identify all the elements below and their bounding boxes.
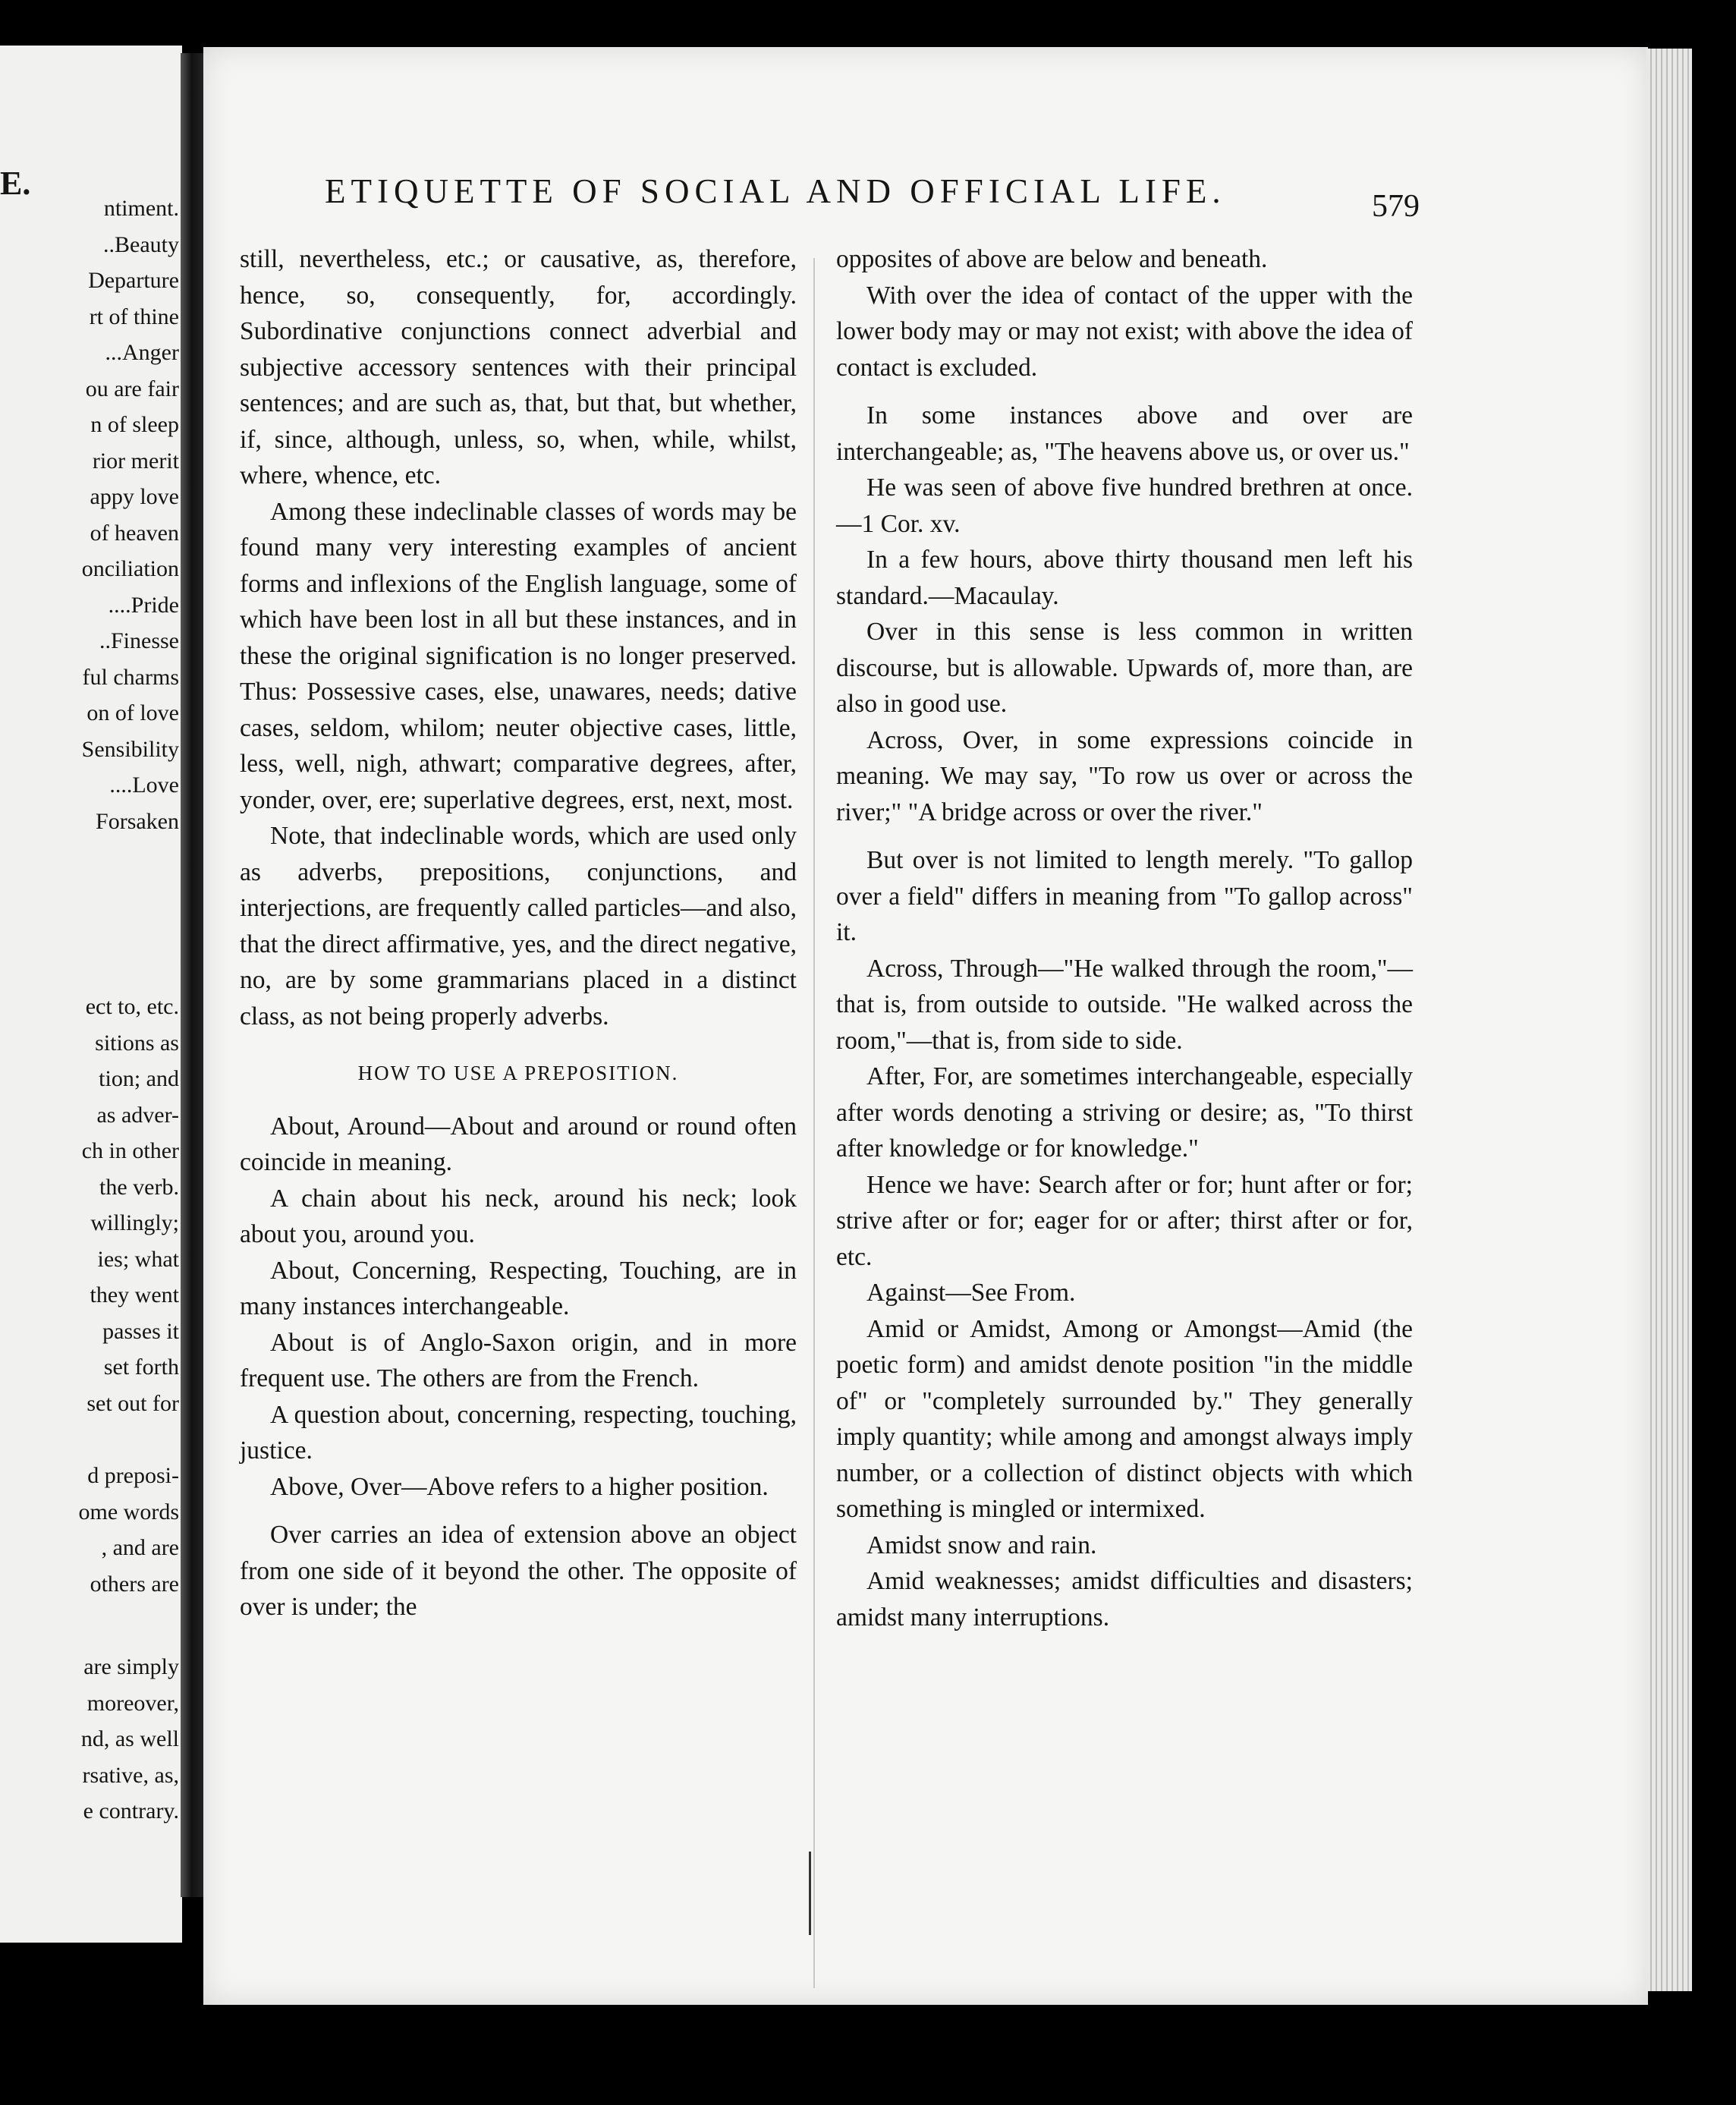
left-page-line-fragment: ful charms: [82, 664, 179, 690]
paragraph: With over the idea of contact of the upper with the lower body may or may not exist; with above the idea of contact is excluded.: [836, 281, 1413, 382]
left-page-line-fragment: rsative, as,: [82, 1762, 179, 1788]
paragraph: Amidst snow and rain.: [866, 1531, 1097, 1559]
left-page-line-fragment: willingly;: [90, 1210, 179, 1235]
paragraph: A chain about his neck, around his neck; look about you, around you.: [240, 1184, 797, 1248]
paragraph: Above, Over—Above refers to a higher position.: [270, 1472, 769, 1501]
left-page-line-fragment: e contrary.: [83, 1798, 179, 1823]
left-page-line-fragment: sitions as: [95, 1030, 179, 1056]
paragraph: A question about, concerning, respecting, touching, justice.: [240, 1400, 797, 1465]
paragraph: About is of Anglo-Saxon origin, and in more frequent use. The others are from the French.: [240, 1328, 797, 1392]
left-page-line-fragment: d preposi-: [87, 1463, 179, 1488]
paragraph: Note, that indeclinable words, which are used only as adverbs, prepositions, conjunctions, and interjections, are frequently called particles—and also, that the direct affirmative, yes, and the direct negative, no, are by some grammarians placed in a distinct class, as not being properly adverbs.: [240, 822, 797, 1030]
left-page-line-fragment: moreover,: [86, 1690, 179, 1716]
left-page-heading: E.: [0, 165, 31, 202]
page-edges: [1646, 49, 1692, 1991]
column-rule-mark: [809, 1852, 811, 1935]
left-page-line-fragment: set out for: [86, 1390, 179, 1416]
left-page-line-fragment: ect to, etc.: [85, 994, 179, 1019]
paragraph: About, Concerning, Respecting, Touching, are in many instances interchangeable.: [240, 1256, 797, 1320]
column-left: [240, 241, 797, 1625]
left-page-line-fragment: appy love: [90, 484, 179, 509]
left-page-line-fragment: nd, as well: [80, 1726, 179, 1751]
left-page-line-fragment: others are: [90, 1571, 179, 1597]
left-page-line-fragment: the verb.: [99, 1174, 179, 1200]
left-page-line-fragment: tion; and: [99, 1066, 179, 1091]
left-page-line-fragment: Sensibility: [81, 736, 179, 762]
left-page-line-fragment: ch in other: [81, 1138, 179, 1163]
left-page-line-fragment: ome words: [78, 1499, 179, 1524]
paragraph: Among these indeclinable classes of words may be found many very interesting examples of ancient forms and inflexions of the English language, some of which have been lost in all but these instances, and in these the original signification is no longer preserved. Thus: Possessive cases, else, unawares, needs; dative cases, seldom, whilom; neuter objective cases, little, less, well, nigh, athwart; comparative degrees, after, yonder, over, ere; superlative degrees, erst, next, most.: [240, 497, 797, 814]
paragraph: But over is not limited to length merely. "To gallop over a field" differs in meaning from "To gallop across" it.: [836, 846, 1413, 946]
left-page-line-fragment: ....Love: [109, 772, 179, 798]
left-page-line-fragment: passes it: [102, 1318, 179, 1344]
left-page-line-fragment: ..Beauty: [103, 231, 179, 257]
left-page: [0, 46, 182, 1943]
paragraph: still, nevertheless, etc.; or causative, as, therefore, hence, so, consequently, for, accordingly. Subordinative conjunctions connect adverbial and subjective accessory sentences with their principal sentences; and are such as, that, but that, but whether, if, since, although, unless, so, when, while, whilst, where, whence, etc.: [240, 245, 797, 489]
paragraph: Across, Over, in some expressions coincide in meaning. We may say, "To row us over or across the river;" "A bridge across or over the river.": [836, 725, 1413, 826]
paragraph: In a few hours, above thirty thousand men left his standard.—Macaulay.: [836, 546, 1413, 610]
left-page-line-fragment: onciliation: [81, 556, 179, 581]
left-page-line-fragment: rt of thine: [89, 304, 179, 329]
left-page-line-fragment: n of sleep: [90, 412, 179, 437]
paragraph: Across, Through—"He walked through the room,"—that is, from outside to outside. "He walked across the room,"—that is, from side to side.: [836, 954, 1413, 1055]
left-page-line-fragment: ou are fair: [85, 376, 179, 401]
left-page-line-fragment: as adver-: [96, 1102, 179, 1128]
paragraph: Amid or Amidst, Among or Amongst—Amid (the poetic form) and amidst denote position "in the middle of" or "completely surrounded by." They generally imply quantity; while among and amongst always imply number, or a collection of distinct objects with which something is mingled or intermixed.: [836, 1314, 1413, 1523]
paragraph: He was seen of above five hundred brethren at once.—1 Cor. xv.: [836, 474, 1413, 538]
paragraph: opposites of above are below and beneath.: [836, 245, 1268, 273]
left-page-line-fragment: on of love: [86, 700, 179, 725]
left-page-line-fragment: of heaven: [90, 520, 179, 546]
left-page-line-fragment: ies; what: [97, 1246, 179, 1272]
column-rule: [813, 258, 815, 1988]
paragraph: About, Around—About and around or round often coincide in meaning.: [240, 1112, 797, 1176]
left-page-line-fragment: ...Anger: [105, 340, 179, 365]
left-page-line-fragment: rior merit: [92, 448, 179, 474]
left-page-line-fragment: Forsaken: [96, 808, 179, 834]
paragraph: Over carries an idea of extension above an object from one side of it beyond the other. The opposite of over is under; the: [240, 1521, 797, 1621]
paragraph: Over in this sense is less common in written discourse, but is allowable. Upwards of, more than, are also in good use.: [836, 618, 1413, 718]
running-title: ETIQUETTE OF SOCIAL AND OFFICIAL LIFE.: [325, 172, 1226, 210]
paragraph: In some instances above and over are interchangeable; as, "The heavens above us, or over us.": [836, 401, 1413, 466]
left-page-line-fragment: ..Finesse: [99, 628, 179, 653]
left-page-line-fragment: set forth: [103, 1355, 179, 1380]
left-page-line-fragment: they went: [90, 1282, 179, 1307]
column-right: [836, 241, 1413, 1635]
left-page-line-fragment: ....Pride: [108, 592, 179, 618]
left-page-line-fragment: are simply: [83, 1654, 179, 1679]
left-page-line-fragment: Departure: [88, 268, 179, 293]
paragraph: Against—See From.: [866, 1279, 1076, 1307]
paragraph: Hence we have: Search after or for; hunt after or for; strive after or for; eager for or after; thirst after or for, etc.: [836, 1170, 1413, 1271]
section-heading: HOW TO USE A PREPOSITION.: [357, 1062, 679, 1084]
left-page-line-fragment: , and are: [101, 1535, 179, 1560]
page-number: 579: [1372, 189, 1420, 224]
scan-border: [1692, 0, 1736, 2105]
paragraph: After, For, are sometimes interchangeable, especially after words denoting a striving or desire; as, "To thirst after knowledge or for knowledge.": [836, 1062, 1413, 1163]
left-page-line-fragment: ntiment.: [103, 196, 179, 221]
paragraph: Amid weaknesses; amidst difficulties and disasters; amidst many interruptions.: [836, 1567, 1413, 1631]
